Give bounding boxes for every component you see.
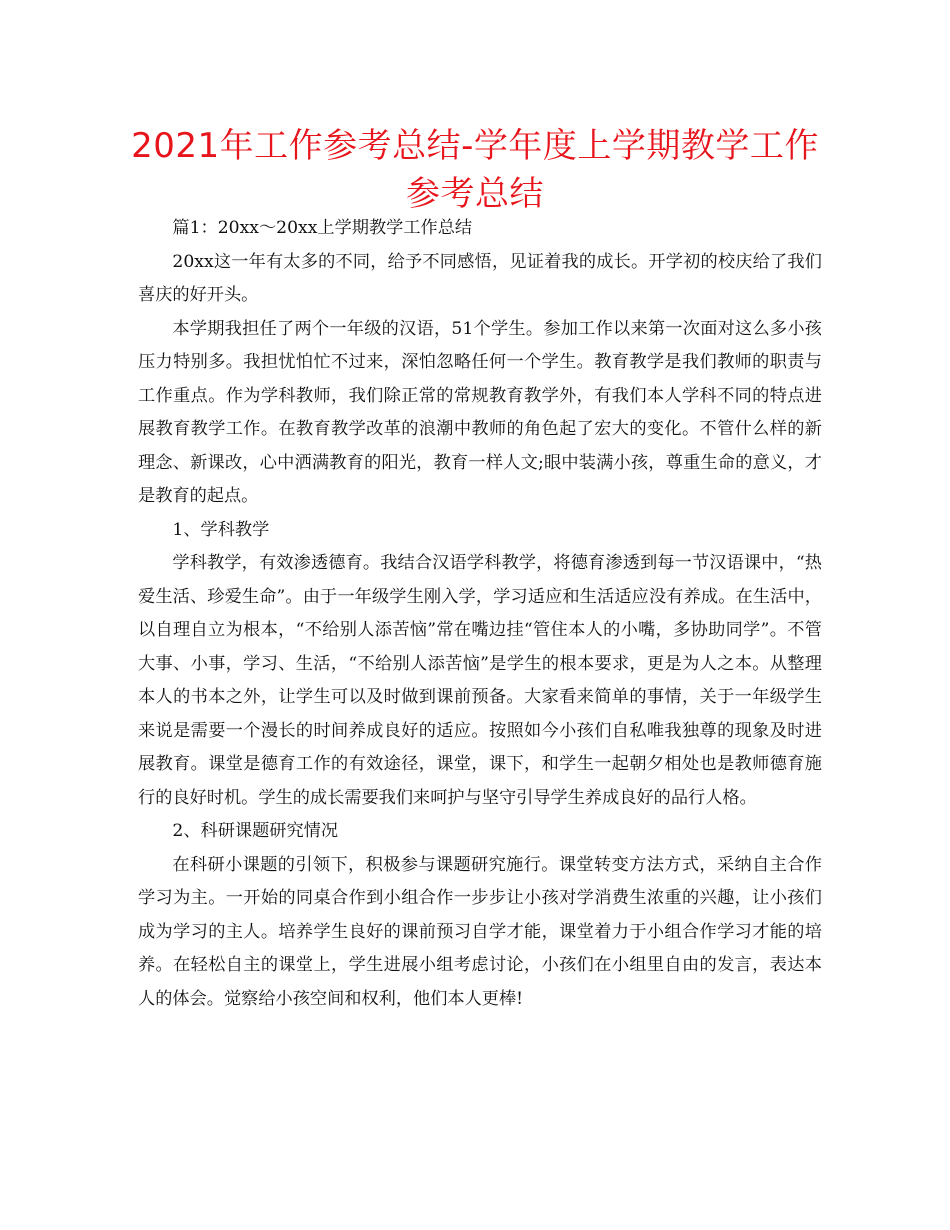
paragraph-intro: 20xx这一年有太多的不同，给予不同感悟，见证着我的成长。开学初的校庆给了我们喜庆的好开头。 bbox=[138, 251, 822, 305]
paragraph-subject-teaching: 学科教学，有效渗透德育。我结合汉语学科教学，将德育渗透到每一节汉语课中，“热爱生活、珍爱生命”。由于一年级学生刚入学，学习适应和生活适应没有养成。在生活中，以自理自立为根本，“不给别人添苦恼”常在嘴边挂“管住本人的小嘴，多协助同学”。不管大事、小事，学习、生活，“不给别人添苦恼”是学生的根本要求，更是为人之本。从整理本人的书本之外，让学生可以及时做到课前预备。大家看来简单的事情，关于一年级学生来说是需要一个漫长的时间养成良好的适应。按照如今小孩们自私唯我独尊的现象及时进展教育。课堂是德育工作的有效途径，课堂，课下，和学生一起朝夕相处也是教师德育施行的良好时机。学生的成长需要我们来呵护与坚守引导学生养成良好的品行人格。 bbox=[138, 553, 822, 808]
section-heading-subject-teaching: 1、学科教学 bbox=[172, 519, 270, 540]
paragraph-semester-overview: 本学期我担任了两个一年级的汉语，51个学生。参加工作以来第一次面对这么多小孩压力特别多。我担忧怕忙不过来，深怕忽略任何一个学生。教育教学是我们教师的职责与工作重点。作为学科教师，我们除正常的常规教育教学外，有我们本人学科不同的特点进展教育教学工作。在教育教学改革的浪潮中教师的角色起了宏大的变化。不管什么样的新理念、新课改，心中洒满教育的阳光，教育一样人文;眼中装满小孩，尊重生命的意义，才是教育的起点。 bbox=[138, 318, 822, 506]
section-heading-research: 2、科研课题研究情况 bbox=[172, 821, 339, 841]
section-heading-article-1: 篇1：20xx～20xx上学期教学工作总结 bbox=[172, 218, 473, 238]
paragraph-research: 在科研小课题的引领下，积极参与课题研究施行。课堂转变方法方式，采纳自主合作学习为主。一开始的同桌合作到小组合作一步步让小孩对学消费生浓重的兴趣，让小孩们成为学习的主人。培养学生良好的课前预习自学才能，课堂着力于小组合作学习才能的培养。在轻松自主的课堂上，学生进展小组考虑讨论，小孩们在小组里自由的发言，表达本人的体会。觉察给小孩空间和权利，他们本人更棒! bbox=[138, 854, 822, 1009]
document-title: 2021年工作参考总结-学年度上学期教学工作参考总结 bbox=[131, 126, 819, 214]
document-body bbox=[138, 212, 822, 1016]
